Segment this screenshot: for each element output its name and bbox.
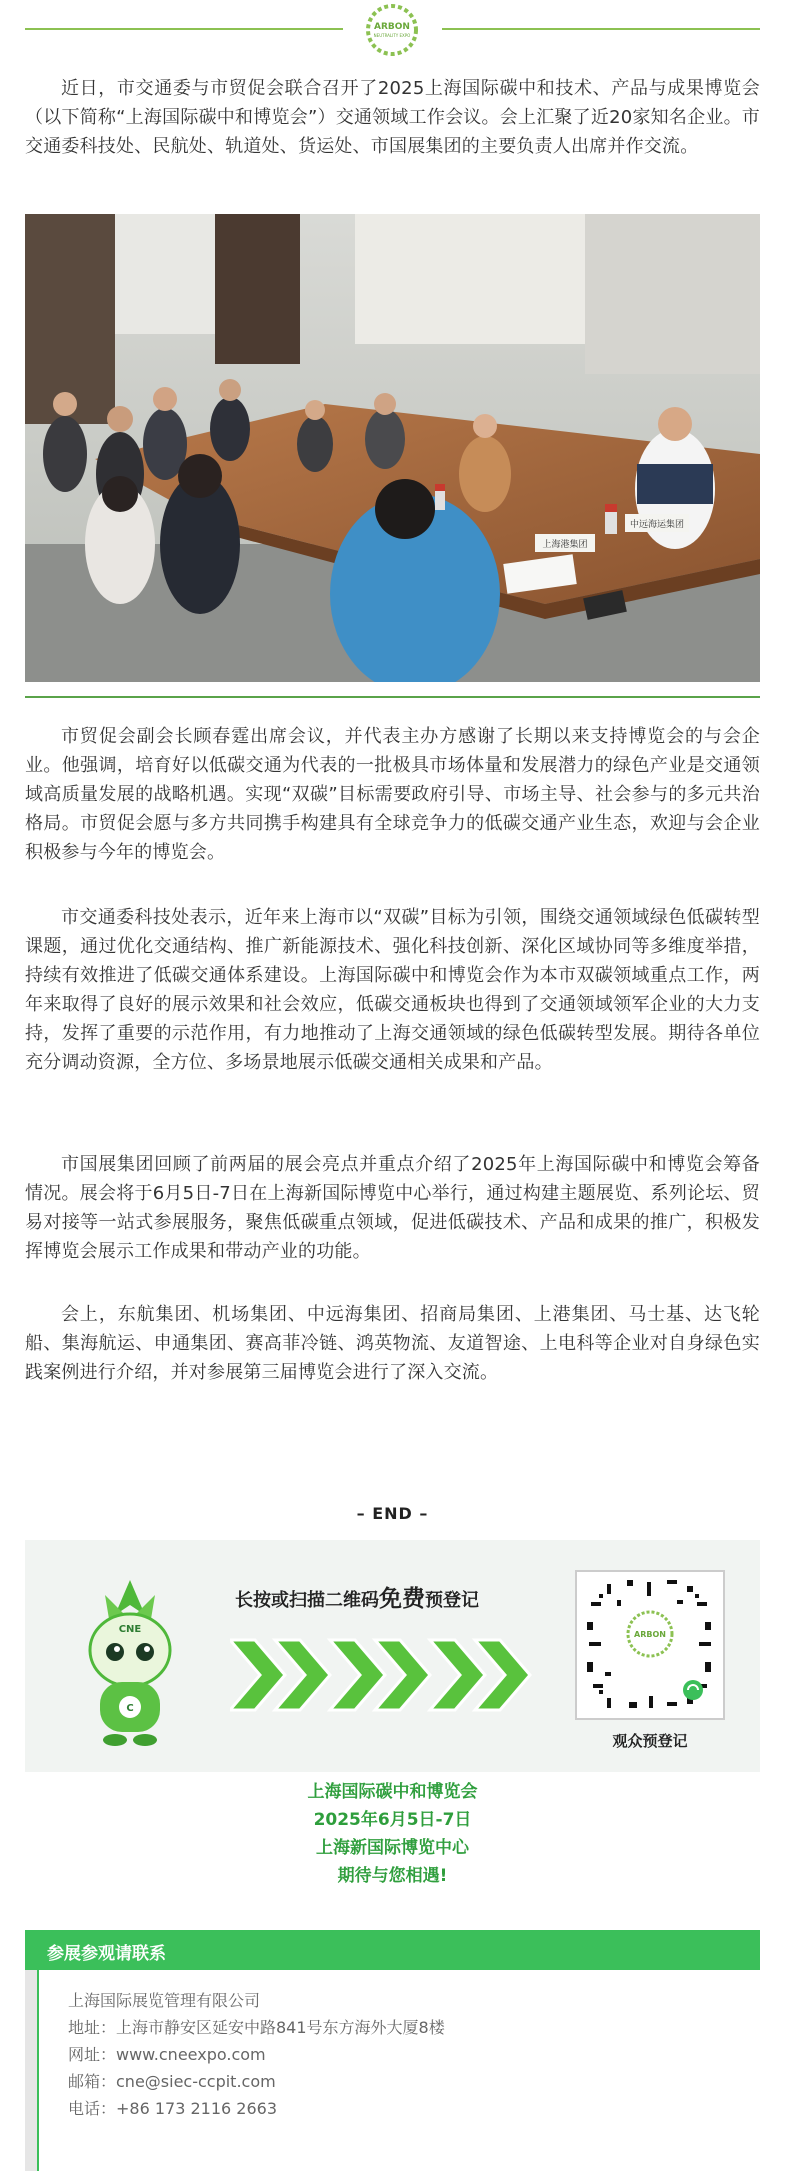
event-info bbox=[0, 1778, 785, 1890]
contact-accent-line bbox=[37, 1970, 39, 2171]
header bbox=[25, 0, 760, 62]
event-date: 2025年6月5日-7日 bbox=[313, 1810, 472, 1830]
section-divider bbox=[25, 696, 760, 698]
expo-logo bbox=[357, 2, 427, 58]
arrow-chevrons-icon bbox=[230, 1630, 570, 1720]
register-cta: 长按或扫描二维码免费预登记 bbox=[235, 1586, 479, 1612]
article-paragraph-4: 市国展集团回顾了前两届的展会亮点并重点介绍了2025年上海国际碳中和博览会筹备情况。展会将于6月5日-7日在上海新国际博览中心举行，通过构建主题展览、系列论坛、贸易对接等一站式参展服务，聚焦低碳重点领域，促进低碳技术、产品和成果的推广，积极发挥博览会展示工作成果和带动产业的功能。 bbox=[25, 1154, 760, 1262]
contact-phone[interactable]: 电话：+86 173 2116 2663 bbox=[68, 2099, 278, 2118]
contact-header bbox=[25, 1930, 760, 1970]
svg-text:ARBON: ARBON bbox=[374, 22, 410, 32]
end-mark: – END – bbox=[356, 1504, 429, 1523]
contact-company: 上海国际展览管理有限公司 bbox=[68, 1991, 261, 2010]
header-rule-right bbox=[442, 28, 760, 30]
svg-text:NEUTRALITY EXPO: NEUTRALITY EXPO bbox=[373, 33, 411, 38]
svg-text:ARBON: ARBON bbox=[634, 1630, 666, 1639]
article-paragraph-5: 会上，东航集团、机场集团、中远海集团、招商局集团、上港集团、马士基、达飞轮船、集海航运、申通集团、赛高菲冷链、鸿英物流、友道智途、上电科等企业对自身绿色实践案例进行介绍，并对参展第三届博览会进行了深入交流。 bbox=[25, 1304, 760, 1383]
contact-box bbox=[25, 1970, 760, 2171]
event-venue: 上海新国际博览中心 bbox=[316, 1838, 469, 1858]
article-paragraph-1: 近日，市交通委与市贸促会联合召开了2025上海国际碳中和技术、产品与成果博览会（以下简称“上海国际碳中和博览会”）交通领域工作会议。会上汇聚了近20家知名企业。市交通委科技处、民航处、轨道处、货运处、市国展集团的主要负责人出席并作交流。 bbox=[25, 78, 760, 157]
contact-title: 参展参观请联系 bbox=[47, 1944, 166, 1964]
mascot-icon bbox=[75, 1570, 185, 1750]
contact-email[interactable]: 邮箱：cne@siec-ccpit.com bbox=[68, 2072, 276, 2091]
qr-code[interactable] bbox=[575, 1570, 725, 1720]
nameplate-1: 上海港集团 bbox=[542, 540, 588, 550]
contact-address: 地址：上海市静安区延安中路841号东方海外大厦8楼 bbox=[68, 2018, 445, 2037]
qr-caption: 观众预登记 bbox=[612, 1732, 688, 1750]
registration-banner[interactable] bbox=[25, 1540, 760, 1772]
meeting-photo bbox=[25, 214, 760, 682]
nameplate-2: 中远海运集团 bbox=[629, 520, 685, 530]
event-name: 上海国际碳中和博览会 bbox=[307, 1782, 478, 1802]
svg-text:CNE: CNE bbox=[118, 1624, 142, 1635]
svg-text:C: C bbox=[126, 1703, 134, 1714]
header-rule-left bbox=[25, 28, 343, 30]
event-slogan: 期待与您相遇! bbox=[337, 1866, 448, 1886]
article-paragraph-2: 市贸促会副会长顾春霆出席会议，并代表主办方感谢了长期以来支持博览会的与会企业。他强调，培育好以低碳交通为代表的一批极具市场体量和发展潜力的绿色产业是交通领域高质量发展的战略机遇。实现“双碳”目标需要政府引导、市场主导、社会参与的多元共治格局。市贸促会愿与多方共同携手构建具有全球竞争力的低碳交通产业生态，欢迎与会企业积极参与今年的博览会。 bbox=[25, 726, 760, 863]
article-paragraph-3: 市交通委科技处表示，近年来上海市以“双碳”目标为引领，围绕交通领域绿色低碳转型课题，通过优化交通结构、推广新能源技术、强化科技创新、深化区域协同等多维度举措，持续有效推进了低碳交通体系建设。上海国际碳中和博览会作为本市双碳领域重点工作，两年来取得了良好的展示效果和社会效应，低碳交通板块也得到了交通领域领军企业的大力支持，发挥了重要的示范作用，有力地推动了上海交通领域的绿色低碳转型发展。期待各单位充分调动资源，全方位、多场景地展示低碳交通相关成果和产品。 bbox=[25, 907, 760, 1073]
contact-website[interactable]: 网址：www.cneexpo.com bbox=[68, 2045, 266, 2064]
